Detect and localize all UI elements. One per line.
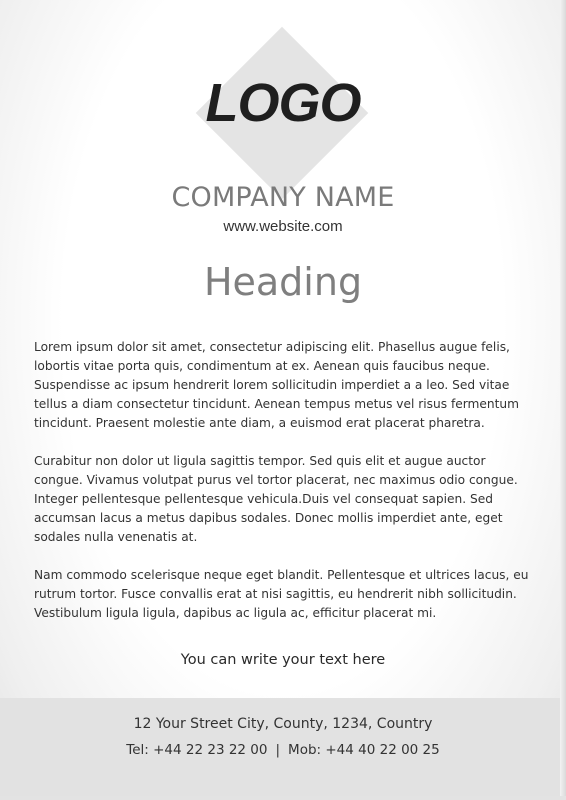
footer-tel: Tel: +44 22 23 22 00 <box>126 742 268 758</box>
footer-separator: | <box>275 742 281 758</box>
logo-text: LOGO <box>205 73 361 133</box>
page-heading: Heading <box>203 260 363 304</box>
company-name: COMPANY NAME <box>171 182 395 213</box>
company-website: www.website.com <box>223 218 343 235</box>
paragraph-2: Curabitur non dolor ut ligula sagittis tempor. Sed quis elit et augue auctor congue. Vivamus volutpat purus vel tortor placerat, nec maximus odio congue. Integer pellentesque pellentesque vehicula.Duis vel consequat sapien. Sed accumsan lacus a metus dapibus sodales. Donec mollis imperdiet ante, eget sodales nulla venenatis at. <box>34 454 518 544</box>
tagline: You can write your text here <box>180 652 386 668</box>
paragraph-1: Lorem ipsum dolor sit amet, consectetur adipiscing elit. Phasellus augue felis, lobortis vitae porta quis, condimentum at ex. Aenean quis faucibus neque. Suspendisse ac ipsum hendrerit lorem sollicitudin imperdiet a a leo. Sed vitae tellus a diam consectetur tincidunt. Aenean tempus metus vel risus fermentum tincidunt. Praesent molestie ante diam, a euismod erat placerat pharetra. <box>34 340 520 430</box>
footer-bar <box>0 698 560 796</box>
page-bottom-edge <box>0 796 566 800</box>
footer-address: 12 Your Street City, County, 1234, Country <box>133 716 433 732</box>
footer-contact <box>0 742 566 758</box>
body-text <box>34 338 534 642</box>
paragraph-3: Nam commodo scelerisque neque eget blandit. Pellentesque et ultrices lacus, eu rutrum tortor. Fusce convallis erat at nisi sagittis, eu hendrerit nibh sollicitudin. Vestibulum ligula ligula, dapibus ac ligula ac, efficitur placerat mi. <box>34 568 529 620</box>
footer-mob: Mob: +44 40 22 00 25 <box>288 742 440 758</box>
